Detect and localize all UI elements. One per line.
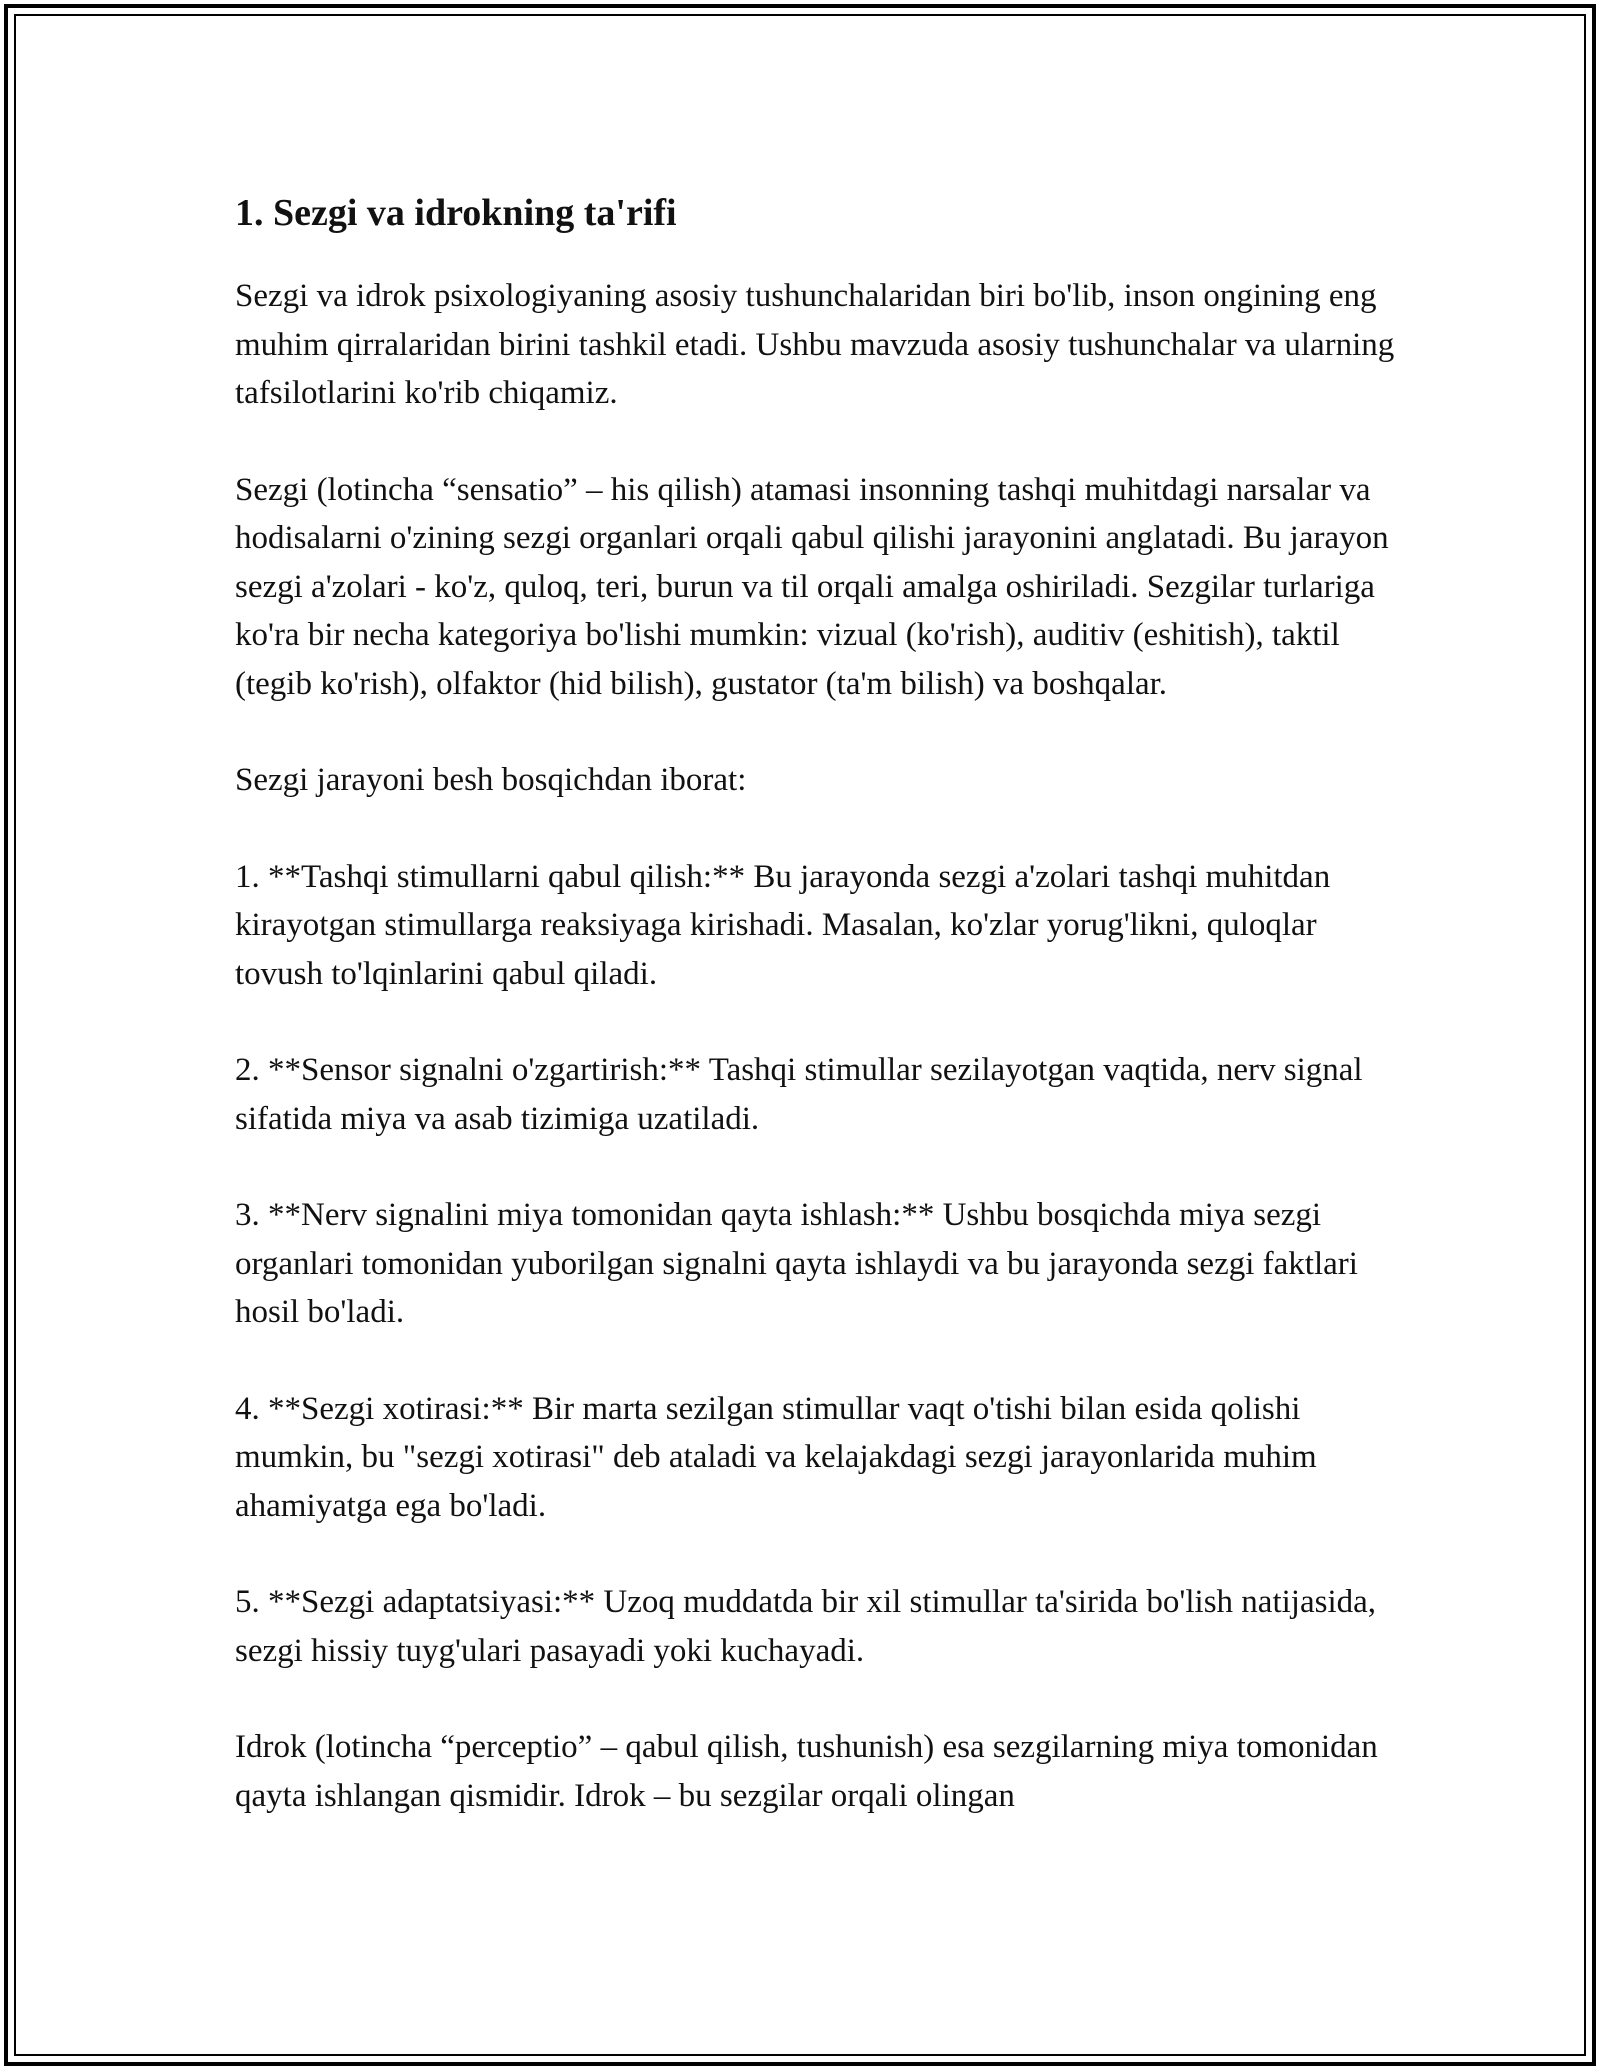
- list-item-stage-5: 5. **Sezgi adaptatsiyasi:** Uzoq muddatda bir xil stimullar ta'sirida bo'lish natijasida, sezgi hissiy tuyg'ulari pasayadi yoki kuchayadi.: [235, 1584, 1377, 1669]
- paragraph-stages-intro: Sezgi jarayoni besh bosqichdan iborat:: [235, 762, 747, 798]
- paragraph-intro: Sezgi va idrok psixologiyaning asosiy tushunchalaridan biri bo'lib, inson ongining eng muhim qirralaridan birini tashkil etadi. Ushbu mavzuda asosiy tushunchalar va ularning tafsilotlarini ko'rib chiqamiz.: [235, 278, 1395, 411]
- list-item-stage-2: 2. **Sensor signalni o'zgartirish:** Tashqi stimullar sezilayotgan vaqtida, nerv signal sifatida miya va asab tizimiga uzatiladi.: [235, 1052, 1363, 1137]
- list-item-stage-4: 4. **Sezgi xotirasi:** Bir marta sezilgan stimullar vaqt o'tishi bilan esida qolishi mumkin, bu "sezgi xotirasi" deb ataladi va kelajakdagi sezgi jarayonlarida muhim ahamiyatga ega bo'ladi.: [235, 1390, 1317, 1524]
- list-item-stage-3: 3. **Nerv signalini miya tomonidan qayta ishlash:** Ushbu bosqichda miya sezgi organlari tomonidan yuborilgan signalni qayta ishlaydi va bu jarayonda sezgi faktlari hosil bo'ladi.: [235, 1197, 1358, 1330]
- section-heading: 1. Sezgi va idrokning ta'rifi: [235, 192, 677, 234]
- list-item-stage-1: 1. **Tashqi stimullarni qabul qilish:** Bu jarayonda sezgi a'zolari tashqi muhitdan kirayotgan stimullarga reaksiyaga kirishadi. Masalan, ko'zlar yorug'likni, quloqlar tovush to'lqinlarini qabul qiladi.: [235, 858, 1331, 992]
- paragraph-sensation-definition: Sezgi (lotincha “sensatio” – his qilish) atamasi insonning tashqi muhitdagi narsalar va hodisalarni o'zining sezgi organlari orqali qabul qilishi jarayonini anglatadi. Bu jarayon sezgi a'zolari - ko'z, quloq, teri, burun va til orqali amalga oshiriladi. Sezgilar turlariga ko'ra bir necha kategoriya bo'lishi mumkin: vizual (ko'rish), auditiv (eshitish), taktil (tegib ko'rish), olfaktor (hid bilish), gustator (ta'm bilish) va boshqalar.: [235, 471, 1389, 702]
- document-body: [235, 186, 1395, 1868]
- paragraph-perception-definition: Idrok (lotincha “perceptio” – qabul qilish, tushunish) esa sezgilarning miya tomonidan qayta ishlangan qismidir. Idrok – bu sezgilar orqali olingan: [235, 1729, 1378, 1814]
